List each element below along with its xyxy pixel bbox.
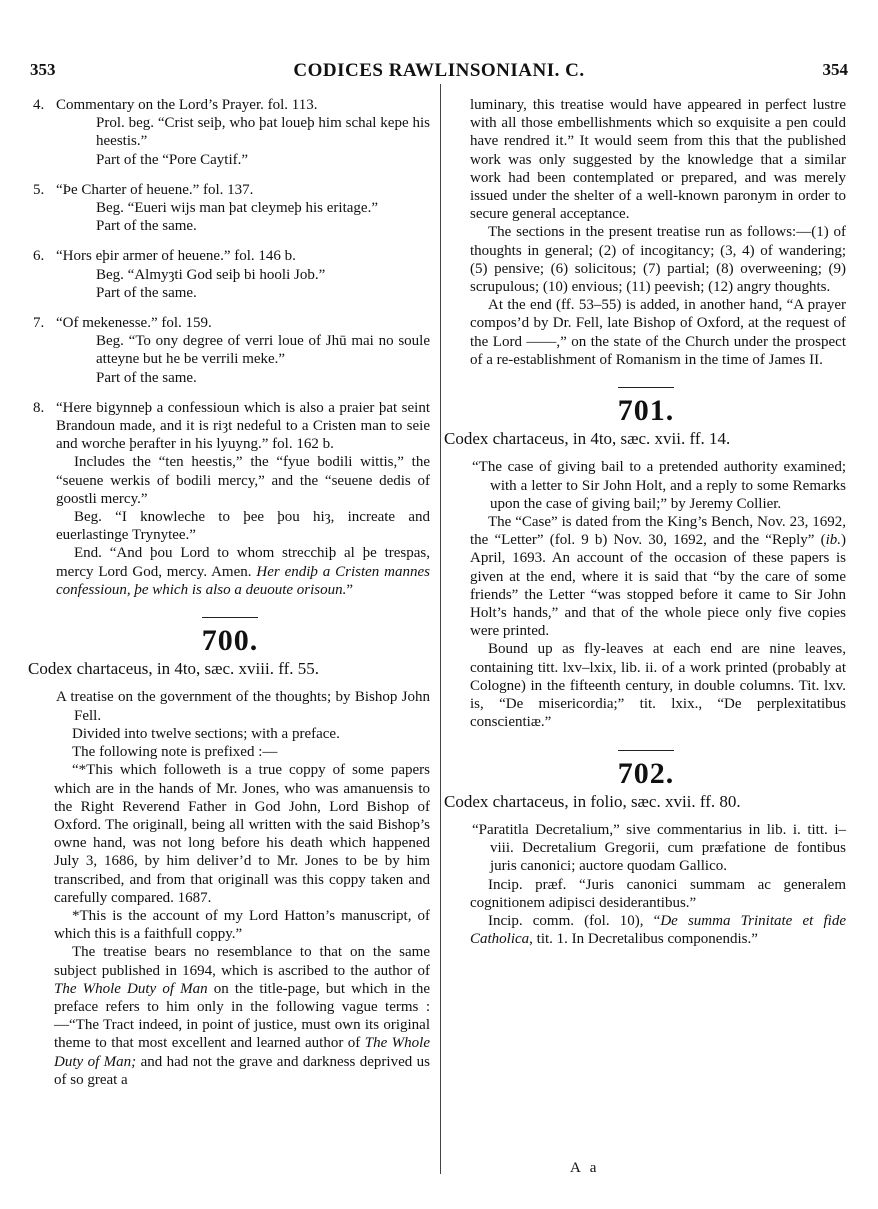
codex-number: 702. xyxy=(617,756,675,790)
list-item: 6. “Hors eþir armer of heuene.” fol. 146 b. Beg. “Almyȝti God seiþ bi hooli Job.” Part of the same. xyxy=(33,248,326,301)
list-item: 8. “Here bigynneþ a confessioun which is also a praier þat seint Brandoun made, and it is riȝt nedeful to a Cristen man to seie and worche þerafter in his lyuyng.” fol. 162 b. Includes the “ten heestis,” the “fyue bodili wittis,” the “seuene werkis of bodili mercy,” and the “seuene dedis of goostli mercy.” Beg. “I knowleche to þee þou hiȝ, increate and euerlastinge Trynytee.” End. “And þou Lord to whom strecchiþ al þe trespas, mercy Lord God, mercy. Amen. Her endiþ a Cristen mannes confessioun, þe which is also a deuoute orisoun.” xyxy=(33,399,431,598)
column-rule xyxy=(440,84,441,1174)
codex-number: 701. xyxy=(617,394,675,428)
section-separator xyxy=(618,750,674,751)
codex-description: A treatise on the government of the thoughts; by Bishop John Fell. Divided into twelve sections; with a preface. The following note is prefixed :— “*This which followeth is a true coppy of some papers which are in the hands of Mr. Jones, who was amanuensis to the Right Reverend Father in God John, Lord Bishop of Oxford. The originall, being all written with the said Bishop’s owne hand, was not long before his death which happened July 3, 1686, by him deliver’d to Mr. Jones to be by him transcribed, and from that originall was this coppy taken and carefully compared. 1687. *This is the account of my Lord Hatton’s manuscript, of which this is a faithfull coppy.” The treatise bears no resemblance to that on the same subject published in 1694, which is ascribed to the author of The Whole Duty of Man on the title-page, but which in the preface refers to him only in the following vague terms :—“The Tract indeed, in point of justice, must own its original theme to that most excellent and learned author of The Whole Duty of Man; and had not the grave and darkness deprived us of so great a xyxy=(54,689,431,1088)
section-separator xyxy=(618,387,674,388)
running-title: CODICES RAWLINSONIANI. C. xyxy=(293,60,585,81)
left-column xyxy=(30,96,430,1089)
codex-description: “Paratitla Decretalium,” sive commentarius in lib. i. titt. i–viii. Decretalium Gregorii, cum præfatione de fontibus juris canonici; auctore quodam Gallico. Incip. præf. “Juris canonici summam ac generalem cognitionem adipisci desiderantibus.” Incip. comm. (fol. 10), “De summa Trinitate et fide Catholica, tit. 1. In Decretalibus componendis.” xyxy=(470,821,846,948)
list-item: 5. “Þe Charter of heuene.” fol. 137. Beg. “Eueri wijs man þat cleymeþ his eritage.” Part of the same. xyxy=(33,181,378,235)
signature-mark: A a xyxy=(570,1160,600,1176)
page-number-left: 353 xyxy=(30,60,56,79)
list-item: 7. “Of mekenesse.” fol. 159. Beg. “To ony degree of verri loue of Jhū mai no soule atteyne but he be verrili meke.” Part of the same. xyxy=(33,315,430,386)
page-number-right: 354 xyxy=(822,60,848,79)
codex-heading: Codex chartaceus, in 4to, sæc. xviii. ff. 55. xyxy=(28,659,319,679)
codex-description: “The case of giving bail to a pretended authority examined; with a letter to Sir John Holt, and a reply to some Remarks upon the case of giving bail;” by Jeremy Collier. The “Case” is dated from the King’s Bench, Nov. 23, 1692, the “Letter” (fol. 9 b) Nov. 30, 1692, and the “Reply” (ib.) April, 1693. An account of the occasion of these papers is given at the end, where it is said that “by the care of some friends” the Letter “was stopped before it came to Sir John Holt’s hands,” and that of the whole piece only five copies were printed. Bound up as fly-leaves at each end are nine leaves, containing titt. lxv–lxix, lib. ii. of a work printed (probably at Cologne) in the fifteenth century, in double columns. Tit. lxv. is, “De misericordia;” tit. lxix., “De perplexitatibus conscientiæ.” xyxy=(470,459,846,731)
continued-text: luminary, this treatise would have appeared in perfect lustre with all those embellishments which so exquisite a pen could have rendred it.” It would seem from this that the published work was only suggested by the knowledge that a similar work had been contemplated or prepared, and was merely issued under the shelter of a well-known paronym in order to secure general acceptance. The sections in the present treatise run as follows:—(1) of thoughts in general; (2) of incogitancy; (3, 4) of wandering; (5) pensive; (6) solicitous; (7) partial; (8) overweening; (9) scrupulous; (10) envious; (11) peevish; (12) angry thoughts. At the end (ff. 53–55) is added, in another hand, “A prayer compos’d by Dr. Fell, late Bishop of Oxford, at the request of the Lord ——,” on the state of the Church under the prospect of a re-establishment of Romanism in the time of James II. xyxy=(470,97,846,368)
right-column xyxy=(446,96,846,948)
codex-heading: Codex chartaceus, in 4to, sæc. xvii. ff. 14. xyxy=(444,429,731,449)
list-item: 4. Commentary on the Lord’s Prayer. fol. 113. Prol. beg. “Crist seiþ, who þat loueþ him schal kepe his heestis.” Part of the “Pore Caytif.” xyxy=(33,97,430,168)
codex-heading: Codex chartaceus, in folio, sæc. xvii. ff. 80. xyxy=(444,791,741,811)
section-separator xyxy=(202,617,258,618)
codex-number: 700. xyxy=(201,624,259,658)
page-header xyxy=(0,60,878,84)
